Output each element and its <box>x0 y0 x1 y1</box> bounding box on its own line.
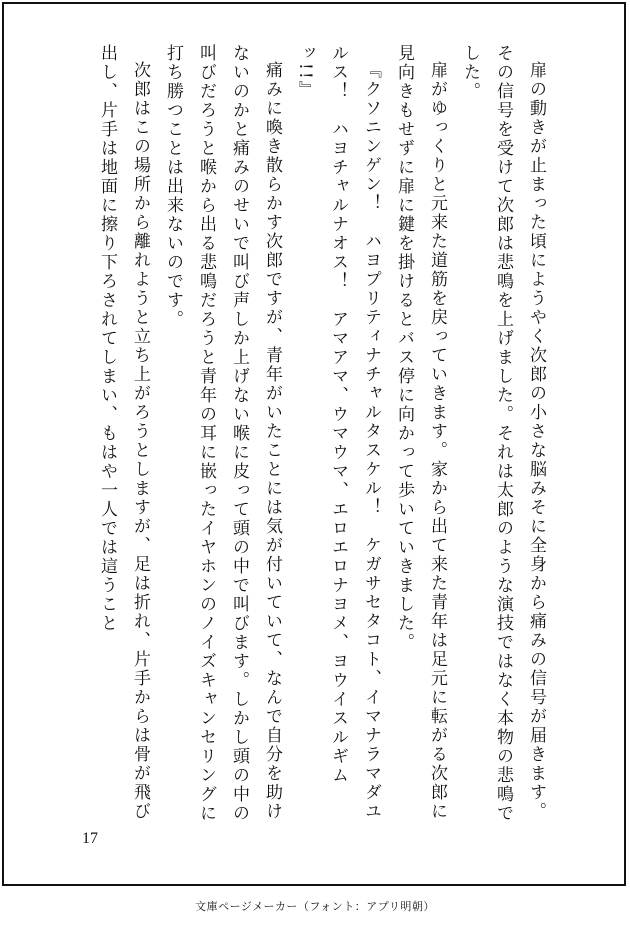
page-number: 17 <box>82 830 98 847</box>
body-text <box>90 44 552 824</box>
paragraph-2: 扉がゆっくりと元来た道筋を戻っていきます。家から出て来た青年は足元に転がる次郎に見向きもせずに扉に鍵を掛けるとバス停に向かって歩いていきました。 <box>394 44 447 821</box>
footer-caption: 文庫ページメーカー（フォント：アプリ明朝） <box>195 900 435 913</box>
paragraph-4: 痛みに喚き散らかす次郎ですが、青年がいたことには気が付いていて、なんで自分を助けないのかと痛みのせいで叫び声しか上げない喉に皮って頭の中で叫びます。しかし頭の中の叫びだろうと喉から出る悲鳴だろうと青年の耳に嵌ったイヤホンのノイズキャンセリングに打ち勝つことは出来ないのです。 <box>163 44 282 823</box>
paragraph-3: 『クソニンゲン！ ハヨプリティナチャルタスケル！ ケガサセタコト、イマナラマダユルス！ ハヨチャルナオス！ アマアマ、ウマウマ、エロエロナヨメ、ヨウイスルギムッ!!』 <box>295 44 381 821</box>
paragraph-1: 扉の動きが止まった頃にようやく次郎の小さな脳みそに全身から痛みの信号が届きます。その信号を受けて次郎は悲鳴を上げました。それは太郎のような演技ではなく本物の悲鳴でした。 <box>460 44 546 823</box>
page-frame <box>2 2 626 886</box>
paragraph-5: 次郎はこの場所から離れようと立ち上がろうとしますが、足は折れ、片手からは骨が飛び出し、片手は地面に擦り下ろされてしまい、もはや一人では這うこと <box>97 44 150 821</box>
